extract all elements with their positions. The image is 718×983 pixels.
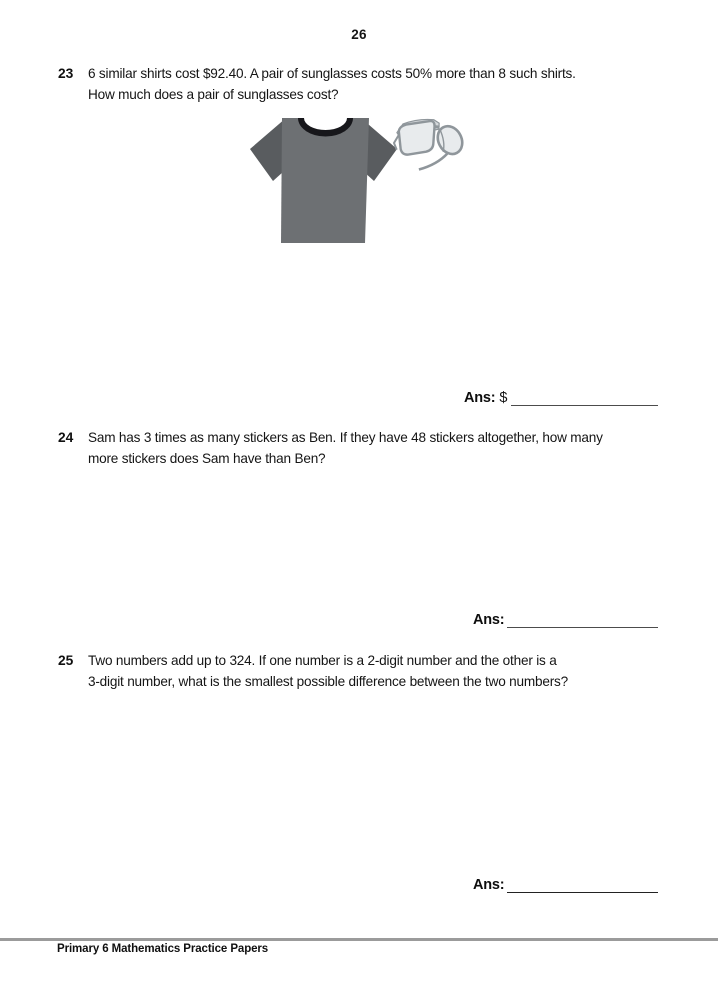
question-text [88,427,662,469]
question-24 [58,427,662,469]
question-23 [58,63,662,105]
answer-blank-line [507,627,658,628]
question-number: 24 [58,430,74,445]
question-number: 25 [58,653,74,668]
tshirt-image [248,111,399,243]
question-23-illustration [248,110,478,244]
question-line: How much does a pair of sunglasses cost? [88,87,339,102]
question-text [88,63,662,105]
question-line: more stickers does Sam have than Ben? [88,451,326,466]
question-line: 3-digit number, what is the smallest possible difference between the two numbers? [88,674,568,689]
question-number: 23 [58,66,74,81]
question-line: Two numbers add up to 324. If one number is a 2-digit number and the other is a [88,653,557,668]
question-line: Sam has 3 times as many stickers as Ben. If they have 48 stickers altogether, how many [88,430,603,445]
page-number: 26 [351,27,367,42]
question-25 [58,650,662,692]
answer-label: Ans: [473,877,505,893]
sunglasses-image [392,115,474,173]
answer-row-23 [464,388,658,407]
answer-dollar-prefix: $ [499,390,508,406]
question-text [88,650,662,692]
footer-title: Primary 6 Mathematics Practice Papers [57,943,269,955]
footer-rule [0,938,718,941]
answer-label: Ans: [473,612,505,628]
answer-label: Ans: [464,390,496,406]
answer-row-25 [473,875,658,894]
answer-blank-line [507,892,658,893]
question-line: 6 similar shirts cost $92.40. A pair of sunglasses costs 50% more than 8 such shirts. [88,66,576,81]
answer-row-24 [473,610,658,629]
answer-blank-line [511,405,659,406]
